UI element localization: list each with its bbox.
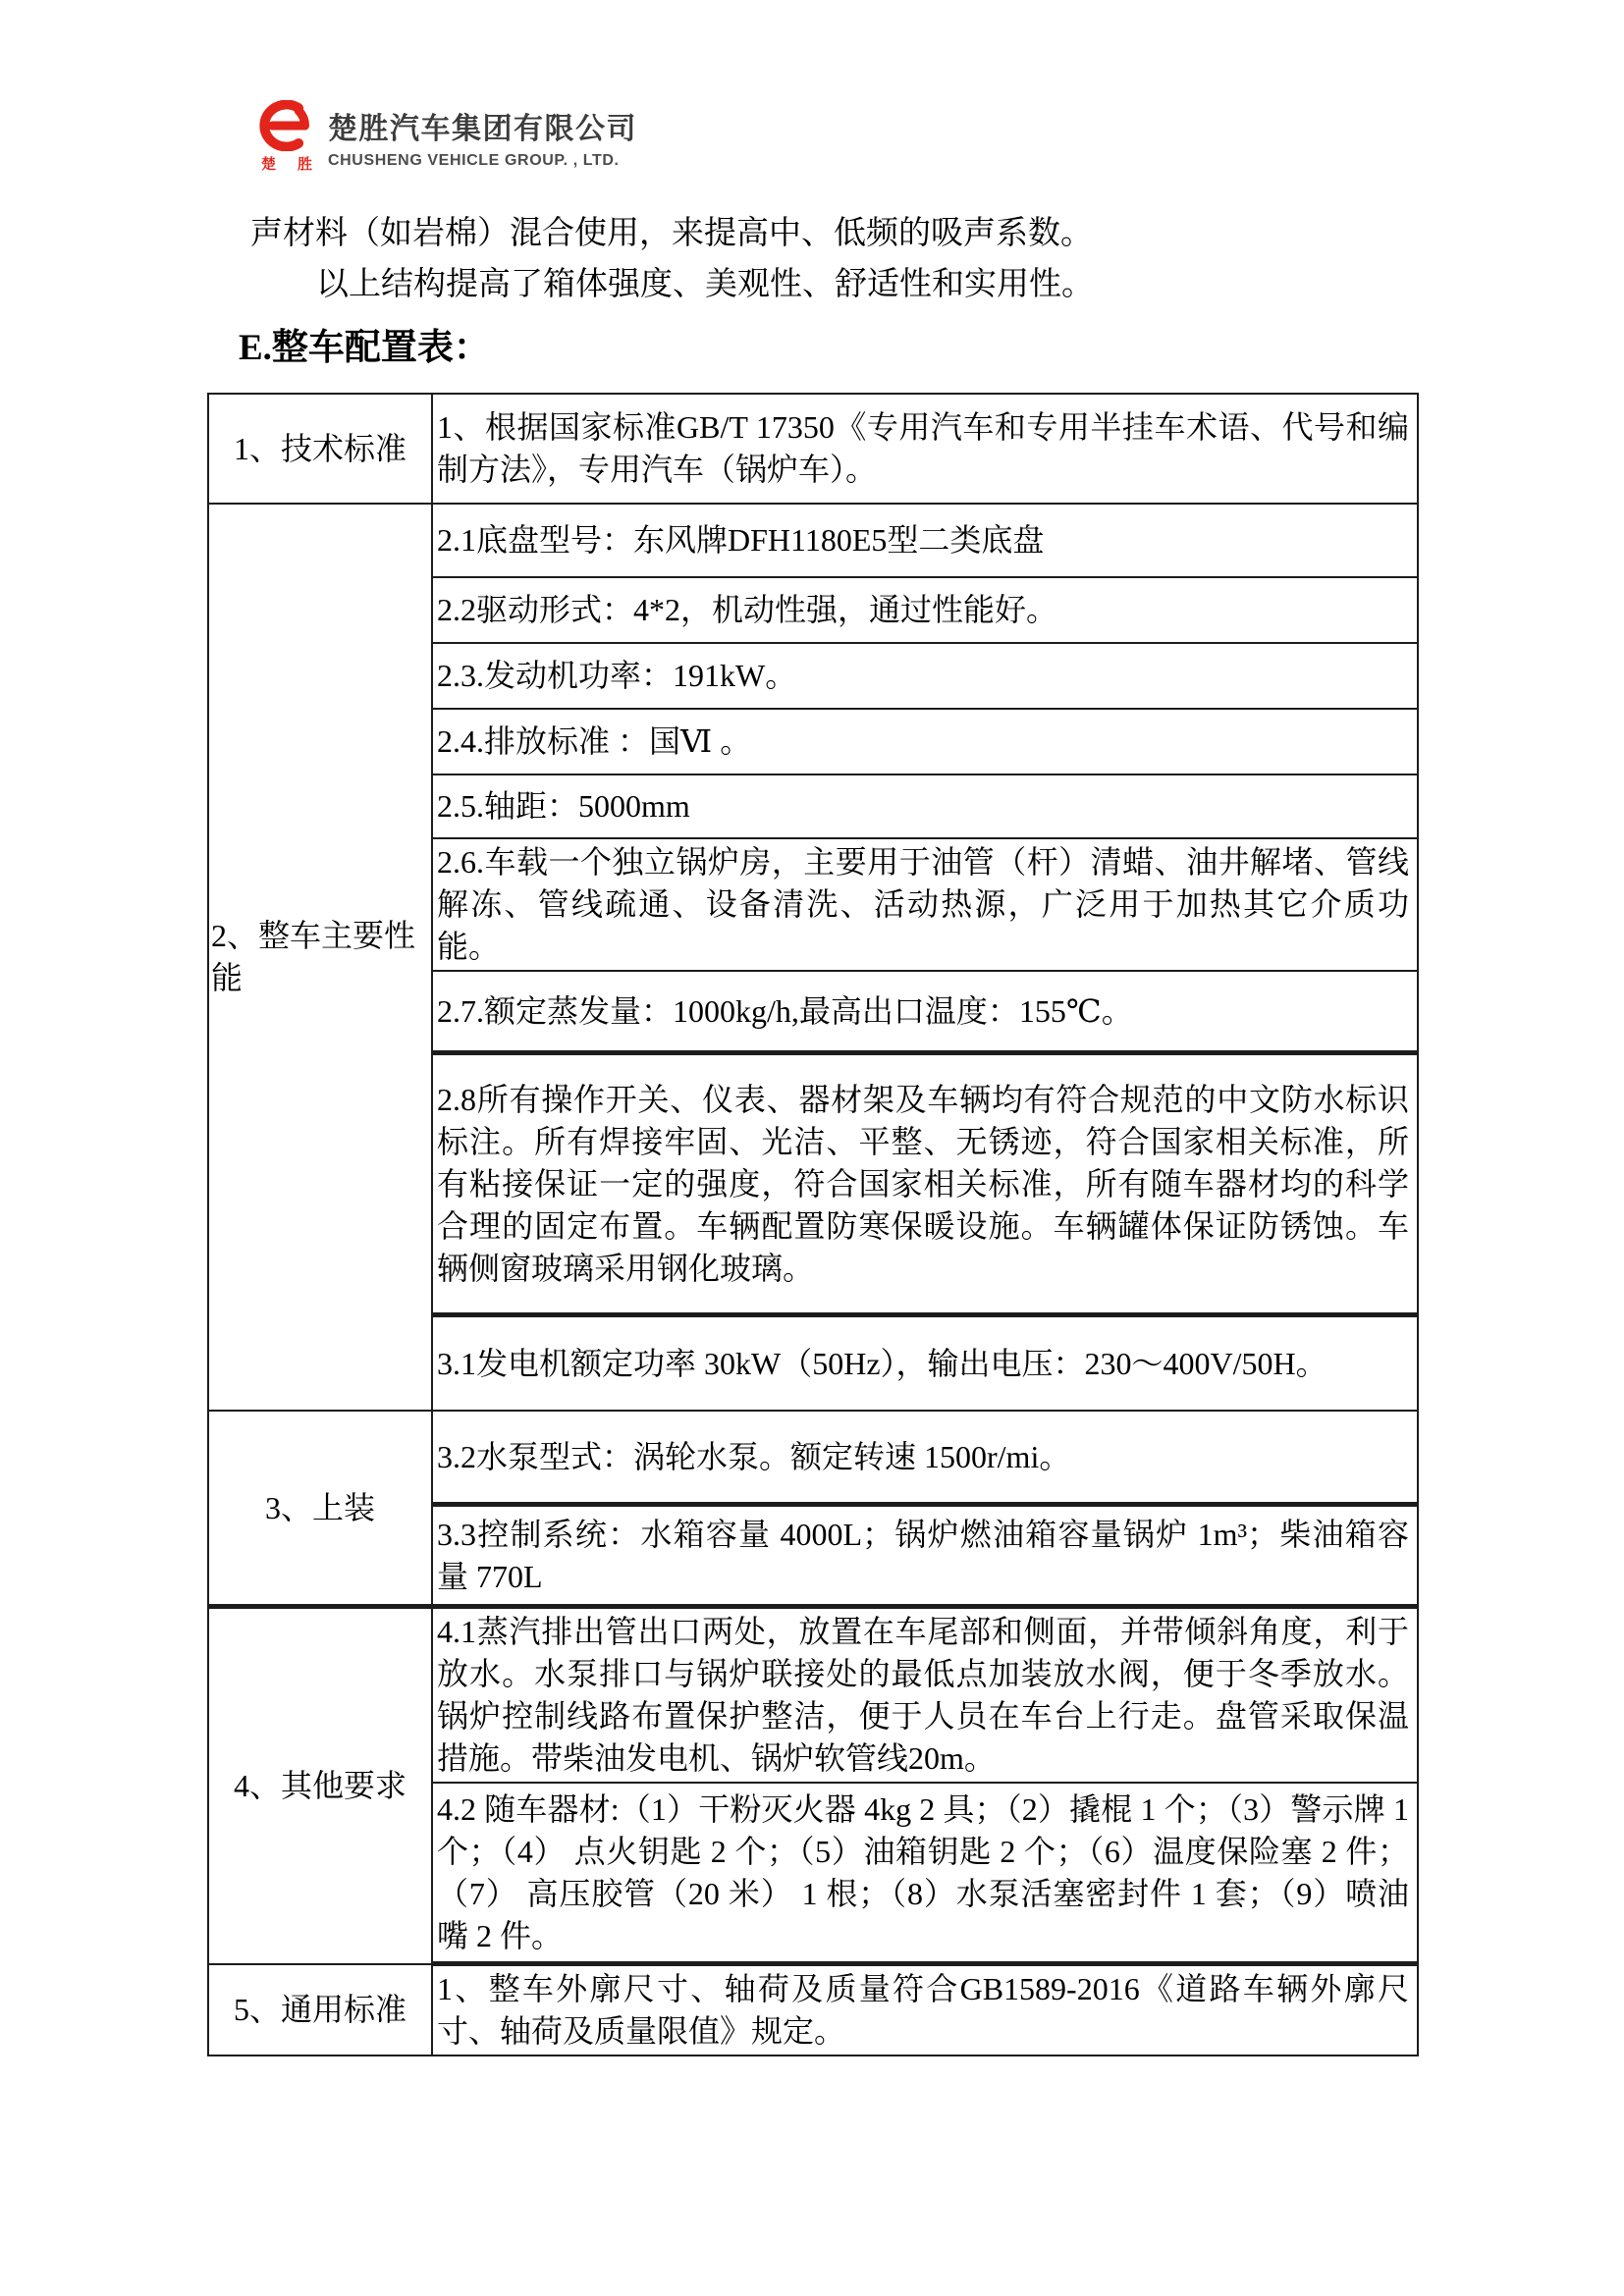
- cell-3-1-generator-power: 3.1发电机额定功率 30kW（50Hz），输出电压：230～400V/50H。: [432, 1315, 1418, 1412]
- company-name-en: CHUSHENG VEHICLE GROUP. , LTD.: [328, 152, 620, 169]
- table-row: [208, 1411, 1418, 1505]
- cell-2-8-fittings: 2.8所有操作开关、仪表、器材架及车辆均有符合规范的中文防水标识标注。所有焊接牢固、光洁、平整、无锈迹，符合国家相关标准，所有粘接保证一定的强度，符合国家相关标准，所有随车器材均的科学合理的固定布置。车辆配置防寒保暖设施。车辆罐体保证防锈蚀。车辆侧窗玻璃采用钢化玻璃。: [432, 1053, 1418, 1315]
- letterhead: [251, 96, 637, 174]
- cell-technical-standard: 1、根据国家标准GB/T 17350《专用汽车和专用半挂车术语、代号和编制方法》，专用汽车（锅炉车）。: [432, 394, 1418, 504]
- cell-2-6-boiler-room: 2.6.车载一个独立锅炉房，主要用于油管（杆）清蜡、油井解堵、管线解冻、管线疏通、设备清洗、活动热源，广泛用于加热其它介质功能。: [432, 838, 1418, 971]
- row-label-main-performance: 2、整车主要性能: [208, 504, 432, 1411]
- cell-4-1-steam-outlets: 4.1蒸汽排出管出口两处，放置在车尾部和侧面，并带倾斜角度，利于放水。水泵排口与锅炉联接处的最低点加装放水阀，便于冬季放水。锅炉控制线路布置保护整洁，便于人员在车台上行走。盘管采取保温措施。带柴油发电机、锅炉软管线20m。: [432, 1607, 1418, 1784]
- cell-2-7-evaporation: 2.7.额定蒸发量：1000kg/h,最高出口温度：155℃。: [432, 971, 1418, 1053]
- company-block: [328, 96, 637, 170]
- section-heading: E.整车配置表：: [239, 328, 490, 368]
- cell-4-2-onboard-equipment: 4.2 随车器材:（1）干粉灭火器 4kg 2 具；（2）撬棍 1 个；（3）警示牌 1 个；（4） 点火钥匙 2 个；（5）油箱钥匙 2 个；（6）温度保险塞 2 件；（7） 高压胶管（20 米） 1 根；（8）水泵活塞密封件 1 套；（9）喷油嘴 2 件。: [432, 1783, 1418, 1964]
- intro-line-2: 以上结构提高了箱体强度、美观性、舒适性和实用性。: [316, 267, 1094, 302]
- cell-2-1-chassis-model: 2.1底盘型号：东风牌DFH1180E5型二类底盘: [432, 504, 1418, 577]
- chusheng-logo: [251, 96, 335, 174]
- table-row: [208, 1964, 1418, 2056]
- cell-3-3-control-system: 3.3控制系统：水箱容量 4000L；锅炉燃油箱容量锅炉 1m³；柴油箱容量 770L: [432, 1505, 1418, 1607]
- logo-mark-icon: [254, 100, 311, 151]
- cell-3-2-pump-type: 3.2水泵型式：涡轮水泵。额定转速 1500r/mi。: [432, 1411, 1418, 1505]
- row-label-superstructure: 3、上装: [208, 1411, 432, 1607]
- row-label-other-requirements: 4、其他要求: [208, 1607, 432, 1964]
- company-name-cn: 楚胜汽车集团有限公司: [328, 113, 637, 145]
- cell-2-2-drive-type: 2.2驱动形式：4*2，机动性强，通过性能好。: [432, 577, 1418, 643]
- cell-general-standard: 1、整车外廓尺寸、轴荷及质量符合GB1589-2016《道路车辆外廓尺寸、轴荷及质量限值》规定。: [432, 1964, 1418, 2056]
- cell-2-4-emission-standard: 2.4.排放标准 ：国Ⅵ 。: [432, 709, 1418, 774]
- row-label-general-standard: 5、通用标准: [208, 1964, 432, 2056]
- cell-2-3-engine-power: 2.3.发动机功率：191kW。: [432, 643, 1418, 709]
- table-row: [208, 1607, 1418, 1784]
- intro-line-1: 声材料（如岩棉）混合使用，来提高中、低频的吸声系数。: [250, 216, 1093, 251]
- table-row: [208, 504, 1418, 577]
- row-label-technical-standard: 1、技术标准: [208, 394, 432, 504]
- logo-caption: 楚胜: [261, 157, 335, 173]
- vehicle-config-table: [207, 393, 1419, 2056]
- cell-2-5-wheelbase: 2.5.轴距：5000mm: [432, 774, 1418, 838]
- table-row: [208, 394, 1418, 504]
